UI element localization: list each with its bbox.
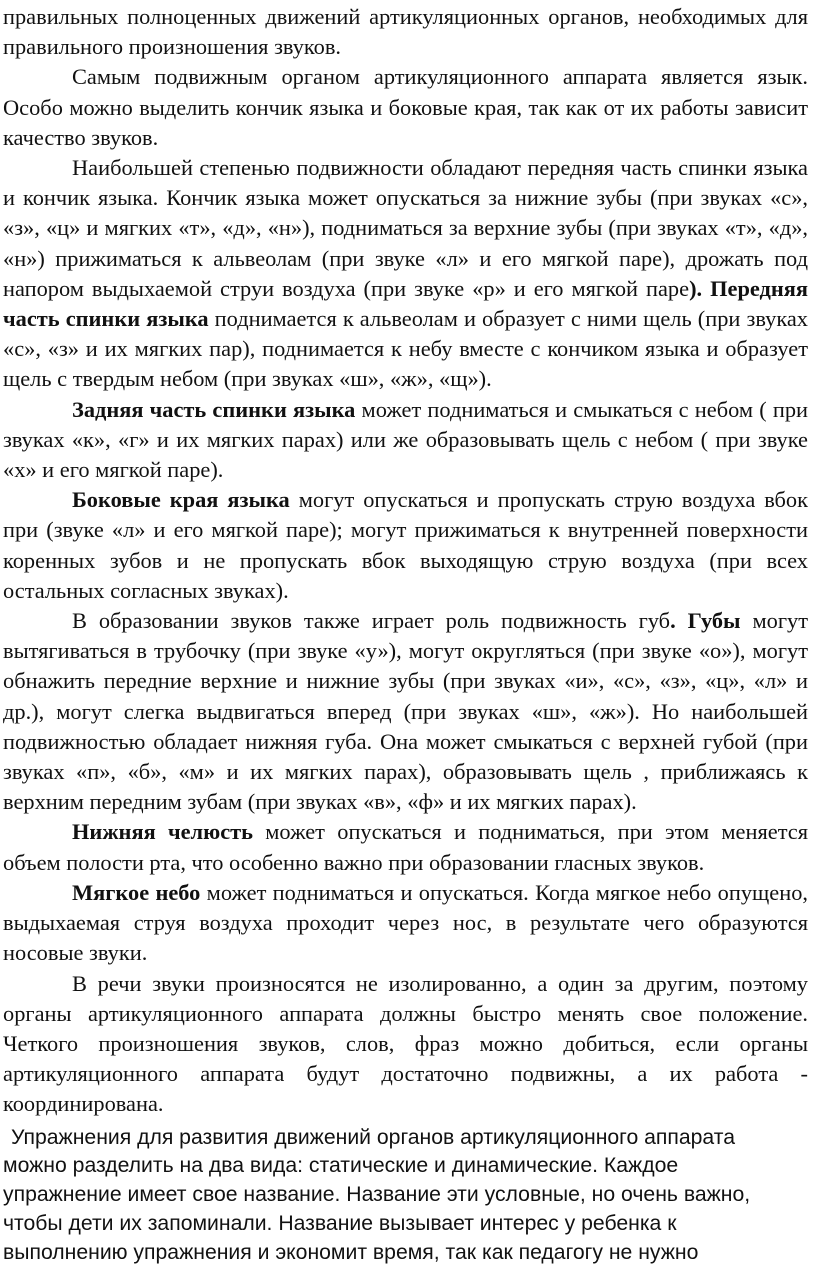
text-line: выполнению упражнения и экономит время, так как педагогу не нужно <box>3 1240 699 1264</box>
paragraph-continuation: правильных полноценных движений артикуляционных органов, необходимых для правильного произношения звуков. <box>3 4 808 60</box>
paragraph-coordination: В речи звуки произносятся не изолированно, а один за другим, поэтому органы артикуляционного аппарата должны быстро менять свое положение. Четкого произношения звуков, слов, фраз можно добиться, если органы артикуляционного аппарата будут достаточно подвижны, а их работа - координирована. <box>3 970 808 1117</box>
bold-term-soft-palate: Мягкое небо <box>72 879 201 905</box>
bold-term-lips: . Губы <box>670 608 741 634</box>
paragraph-lips <box>3 606 808 817</box>
paragraph-text: может подниматься и смыкаться с небом ( при звуках «к», «г» и их мягких парах) или же образовывать щель с небом ( при звуке «х» и его мягкой паре). <box>3 396 808 483</box>
paragraph-text: могут опускаться и пропускать струю воздуха вбок при (звуке «л» и его мягкой паре); могут прижиматься к внутренней поверхности коренных зубов и не пропускать вбок выходящую струю воздуха (при всех остальных согласных звуках). <box>3 487 808 603</box>
text-line: чтобы дети их запоминали. Название вызывает интерес у ребенка к <box>3 1211 677 1235</box>
paragraph-text: может подниматься и опускаться. Когда мягкое небо опущено, выдыхаемая струя воздуха проходит через нос, в результате чего образуются носовые звуки. <box>3 879 808 966</box>
paragraph-back-of-tongue <box>3 395 808 486</box>
bold-term-back-of-tongue: Задняя часть спинки языка <box>72 396 356 422</box>
bold-term-side-edges: Боковые края языка <box>72 487 290 513</box>
paragraph-text: В образовании звуков также играет роль подвижность губ <box>72 608 671 634</box>
paragraph-tongue-tip <box>3 153 808 395</box>
paragraph-exercises <box>3 1124 808 1268</box>
paragraph-side-edges <box>3 485 808 606</box>
text-line: Упражнения для развития движений органов артикуляционного аппарата <box>11 1125 735 1149</box>
paragraph-text: может опускаться и подниматься, при этом меняется объем полости рта, что особенно важно при образовании гласных звуков. <box>3 819 808 875</box>
paragraph-text: могут вытягиваться в трубочку (при звуке «у»), могут округляться (при звуке «о»), могут обнажить передние верхние и нижние зубы (при звуках «и», «с», «з», «ц», «л» и др.), могут слегка выдвигаться вперед (при звуках «ш», «ж»). Но наибольшей подвижностью обладает нижняя губа. Она может смыкаться с верхней губой (при звуках «п», «б», «м» и их мягких парах), образовывать щель , приближаясь к верхним передним зубам (при звуках «в», «ф» и их мягких парах). <box>3 608 808 815</box>
paragraph-lower-jaw <box>3 817 808 877</box>
text-line: можно разделить на два вида: статические и динамические. Каждое <box>3 1154 679 1178</box>
bold-term-front-back: ). Передняя часть спинки языка <box>3 275 808 332</box>
paragraph-soft-palate <box>3 878 808 969</box>
paragraph-text: Наибольшей степенью подвижности обладают передняя часть спинки языка и кончик языка. Кончик языка может опускаться за нижние зубы (при звуках «с», «з», «ц» и мягких «т», «д», «н»), подниматься за верхние зубы (при звуках «т», «д», «н») прижиматься к альвеолам (при звуке «л» и его мягкой паре), дрожать под напором выдыхаемой струи воздуха (при звуке «р» и его мягкой паре <box>3 155 808 301</box>
paragraph-text: поднимается к альвеолам и образует с ними щель (при звуках «с», «з» и их мягких пар), поднимается к небу вместе с кончиком языка и образует щель с твердым небом (при звуках «ш», «ж», «щ»). <box>3 306 808 392</box>
text-line: упражнение имеет свое название. Название эти условные, но очень важно, <box>3 1183 751 1207</box>
bold-term-lower-jaw: Нижняя челюсть <box>72 819 253 845</box>
paragraph-tongue: Самым подвижным органом артикуляционного аппарата является язык. Особо можно выделить кончик языка и боковые края, так как от их работы зависит качество звуков. <box>3 64 808 150</box>
